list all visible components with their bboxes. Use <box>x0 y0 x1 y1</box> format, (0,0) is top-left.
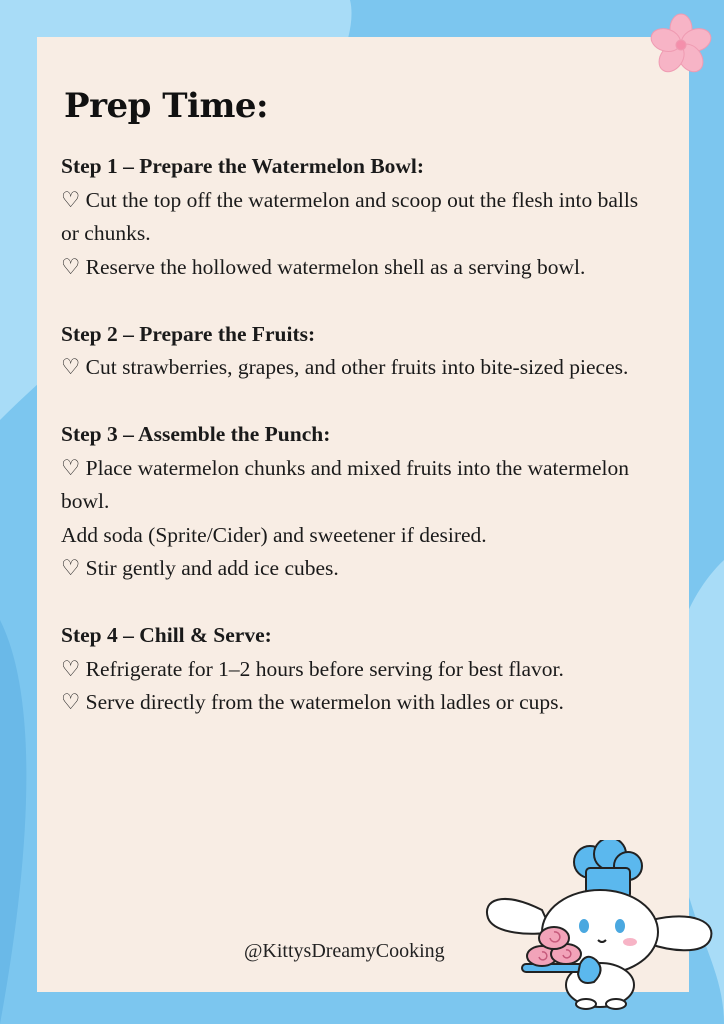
step-3 <box>61 418 661 586</box>
step-2 <box>61 318 661 385</box>
social-handle: @KittysDreamyCooking <box>244 940 445 962</box>
step-line: ♡ Reserve the hollowed watermelon shell as a serving bowl. <box>61 254 586 279</box>
step-line: ♡ Serve directly from the watermelon with ladles or cups. <box>61 690 564 714</box>
step-title: Step 2 – Prepare the Fruits: <box>61 321 316 346</box>
step-title: Step 4 – Chill & Serve: <box>61 623 272 647</box>
step-line: ♡ Cut the top off the watermelon and scoop out the flesh into balls or chunks. <box>61 187 639 245</box>
step-line: ♡ Cut strawberries, grapes, and other fruits into bite-sized pieces. <box>61 355 629 379</box>
page-title: Prep Time: <box>64 86 269 126</box>
step-4 <box>61 619 661 720</box>
step-title: Step 3 – Assemble the Punch: <box>61 422 331 446</box>
step-line: Add soda (Sprite/Cider) and sweetener if desired. <box>61 522 487 547</box>
step-line: ♡ Stir gently and add ice cubes. <box>61 556 339 580</box>
steps-list <box>61 150 661 753</box>
chef-puppy-mascot-icon <box>482 840 718 1010</box>
step-title: Step 1 – Prepare the Watermelon Bowl: <box>61 154 425 178</box>
cherry-blossom-icon <box>648 12 714 78</box>
step-line: ♡ Refrigerate for 1–2 hours before serving for best flavor. <box>61 656 564 681</box>
step-line: ♡ Place watermelon chunks and mixed fruits into the watermelon bowl. <box>61 455 629 513</box>
step-1 <box>61 150 661 284</box>
